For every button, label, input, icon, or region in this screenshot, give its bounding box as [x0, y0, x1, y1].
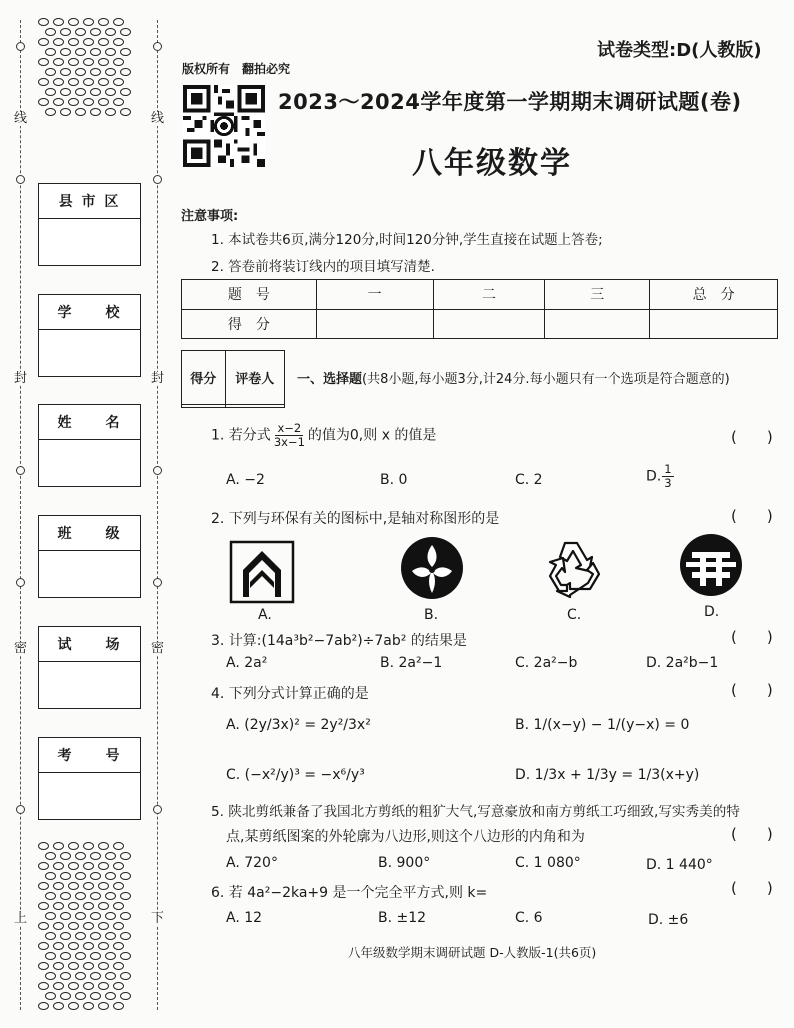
dot-ornament	[90, 68, 101, 76]
q3-option-a[interactable]: A. 2a²	[226, 655, 268, 671]
dot-ornament	[83, 882, 94, 890]
section-title: 一、选择题	[297, 372, 363, 387]
q1-d-numerator: 1	[664, 462, 672, 476]
dot-ornament	[75, 108, 86, 116]
dot-strip-top	[38, 18, 128, 118]
score-input-cell[interactable]	[433, 309, 545, 339]
dot-ornament	[105, 972, 116, 980]
dot-ornament	[113, 842, 124, 850]
dot-ornament	[60, 952, 71, 960]
answer-paren[interactable]: ( )	[731, 507, 773, 525]
dot-ornament	[75, 912, 86, 920]
q1-option-d-fraction	[662, 463, 673, 490]
dot-ornament	[113, 902, 124, 910]
binding-line-left	[20, 20, 21, 1010]
q1-option-d[interactable]	[646, 463, 675, 490]
dot-ornament	[90, 892, 101, 900]
subject-title: 八年级数学	[412, 146, 572, 181]
score-header-cell: 题 号	[182, 280, 317, 310]
dot-ornament	[83, 98, 94, 106]
q1-stem-pre: 1. 若分式	[211, 427, 271, 444]
dot-ornament	[60, 932, 71, 940]
dot-ornament	[105, 88, 116, 96]
dot-ornament	[60, 68, 71, 76]
dot-ornament	[90, 992, 101, 1000]
dot-ornament	[98, 18, 109, 26]
score-header-cell: 一	[316, 280, 433, 310]
question-2: 2. 下列与环保有关的图标中,是轴对称图形的是	[211, 511, 500, 527]
field-name[interactable]	[38, 404, 141, 487]
dot-ornament	[38, 902, 49, 910]
punch-hole	[153, 466, 162, 475]
score-header-cell: 三	[545, 280, 650, 310]
dot-ornament	[113, 18, 124, 26]
score-table	[181, 279, 778, 339]
dot-ornament	[68, 982, 79, 990]
dot-ornament	[113, 982, 124, 990]
punch-hole	[16, 42, 25, 51]
dot-ornament	[105, 48, 116, 56]
circle-emblem-icon[interactable]	[678, 532, 744, 598]
dot-ornament	[98, 962, 109, 970]
dot-ornament	[38, 1002, 49, 1010]
answer-paren[interactable]: ( )	[731, 879, 773, 897]
q1-option-b[interactable]: B. 0	[380, 472, 408, 488]
dot-ornament	[68, 98, 79, 106]
punch-hole	[16, 805, 25, 814]
dot-ornament	[75, 852, 86, 860]
grader-name-cell[interactable]	[225, 405, 284, 408]
dot-ornament	[90, 932, 101, 940]
dot-ornament	[53, 882, 64, 890]
dot-ornament	[45, 28, 56, 36]
q1-option-a[interactable]: A. −2	[226, 472, 265, 488]
dot-ornament	[113, 862, 124, 870]
cut-char: 线	[151, 111, 165, 126]
q1-option-d-label: D.	[646, 468, 662, 485]
dot-ornament	[53, 842, 64, 850]
dot-ornament	[113, 78, 124, 86]
question-6: 6. 若 4a²−2ka+9 是一个完全平方式,则 k=	[211, 885, 488, 901]
q2-label-b: B.	[424, 607, 439, 623]
dot-ornament	[60, 108, 71, 116]
dot-ornament	[68, 942, 79, 950]
field-county[interactable]	[38, 183, 141, 266]
score-input-cell[interactable]	[316, 309, 433, 339]
cut-char: 密	[151, 641, 165, 656]
cut-char: 线	[14, 111, 28, 126]
dot-ornament	[53, 982, 64, 990]
q2-label-c: C.	[567, 607, 582, 623]
q5-option-a[interactable]: A. 720°	[226, 855, 278, 871]
dot-ornament	[38, 842, 49, 850]
q1-frac-numerator: x−2	[277, 421, 302, 435]
q6-option-a[interactable]: A. 12	[226, 910, 263, 926]
notice-item: 2. 答卷前将装订线内的项目填写清楚.	[211, 259, 435, 275]
dot-ornament	[90, 48, 101, 56]
dot-ornament	[38, 922, 49, 930]
dot-ornament	[53, 78, 64, 86]
dot-ornament	[98, 78, 109, 86]
answer-paren[interactable]: ( )	[731, 825, 773, 843]
dot-ornament	[60, 88, 71, 96]
q6-option-c[interactable]: C. 6	[515, 910, 543, 926]
punch-hole	[16, 578, 25, 587]
cut-char: 封	[14, 371, 28, 386]
dot-ornament	[98, 1002, 109, 1010]
dot-ornament	[105, 852, 116, 860]
dot-ornament	[75, 952, 86, 960]
dot-ornament	[75, 932, 86, 940]
field-label: 试 场	[39, 627, 140, 662]
dot-ornament	[45, 852, 56, 860]
dot-ornament	[90, 88, 101, 96]
field-school[interactable]	[38, 294, 141, 377]
dot-ornament	[90, 912, 101, 920]
punch-hole	[153, 175, 162, 184]
q6-option-d[interactable]: D. ±6	[648, 912, 689, 928]
dot-ornament	[75, 872, 86, 880]
dot-ornament	[113, 38, 124, 46]
question-3: 3. 计算:(14a³b²−7ab²)÷7ab² 的结果是	[211, 633, 467, 649]
dot-ornament	[83, 78, 94, 86]
dot-ornament	[53, 38, 64, 46]
dot-ornament	[53, 98, 64, 106]
house-arrows-icon[interactable]	[229, 540, 295, 604]
dot-ornament	[60, 872, 71, 880]
dot-ornament	[83, 942, 94, 950]
dot-ornament	[75, 892, 86, 900]
dot-ornament	[45, 88, 56, 96]
dot-ornament	[105, 28, 116, 36]
dot-ornament	[75, 88, 86, 96]
dot-ornament	[68, 962, 79, 970]
question-5-line1: 5. 陕北剪纸兼备了我国北方剪纸的粗犷大气,写意豪放和南方剪纸工巧细致,写实秀美的特	[211, 804, 740, 820]
dot-ornament	[38, 982, 49, 990]
answer-paren[interactable]: ( )	[731, 428, 773, 446]
q1-frac-denominator: 3x−1	[273, 435, 305, 449]
dot-ornament	[98, 922, 109, 930]
q5-option-d[interactable]: D. 1 440°	[646, 857, 713, 873]
dot-ornament	[105, 952, 116, 960]
dot-ornament	[98, 862, 109, 870]
binding-line-right	[157, 20, 158, 1010]
dot-ornament	[38, 78, 49, 86]
dot-ornament	[53, 18, 64, 26]
score-input-cell[interactable]	[545, 309, 650, 339]
dot-ornament	[120, 912, 131, 920]
dot-ornament	[90, 108, 101, 116]
question-5-line2: 点,某剪纸图案的外轮廓为八边形,则这个八边形的内角和为	[226, 829, 585, 845]
qr-code-icon	[182, 85, 266, 167]
dot-ornament	[38, 38, 49, 46]
dot-ornament	[83, 38, 94, 46]
q4-option-a[interactable]: A. (2y/3x)² = 2y²/3x²	[226, 717, 371, 733]
dot-ornament	[113, 922, 124, 930]
dot-ornament	[53, 902, 64, 910]
dot-ornament	[105, 992, 116, 1000]
dot-ornament	[75, 28, 86, 36]
dot-ornament	[120, 972, 131, 980]
dot-ornament	[113, 98, 124, 106]
dot-ornament	[75, 48, 86, 56]
dot-ornament	[120, 952, 131, 960]
dot-ornament	[98, 58, 109, 66]
dot-ornament	[68, 842, 79, 850]
dot-ornament	[60, 992, 71, 1000]
dot-ornament	[38, 18, 49, 26]
exam-title: 2023～2024学年度第一学期期末调研试题(卷)	[278, 90, 742, 114]
dot-ornament	[90, 872, 101, 880]
dot-ornament	[60, 28, 71, 36]
grader-table	[181, 350, 285, 408]
dot-ornament	[45, 48, 56, 56]
q5-option-b[interactable]: B. 900°	[378, 855, 431, 871]
dot-ornament	[105, 68, 116, 76]
dot-ornament	[105, 892, 116, 900]
field-class[interactable]	[38, 515, 141, 598]
dot-ornament	[120, 892, 131, 900]
paper-type: 试卷类型:D(人教版)	[597, 40, 762, 61]
dot-ornament	[120, 932, 131, 940]
dot-ornament	[53, 862, 64, 870]
dot-ornament	[75, 992, 86, 1000]
dot-ornament	[98, 98, 109, 106]
dot-ornament	[120, 852, 131, 860]
dot-ornament	[83, 902, 94, 910]
dot-ornament	[60, 972, 71, 980]
dot-ornament	[90, 972, 101, 980]
page-footer: 八年级数学期末调研试题 D-人教版-1(共6页)	[348, 945, 597, 960]
dot-ornament	[68, 902, 79, 910]
dot-ornament	[120, 108, 131, 116]
dot-ornament	[38, 58, 49, 66]
dot-ornament	[105, 912, 116, 920]
punch-hole	[16, 466, 25, 475]
q1-option-c[interactable]: C. 2	[515, 472, 543, 488]
dot-ornament	[60, 912, 71, 920]
q3-option-d[interactable]: D. 2a²b−1	[646, 655, 719, 671]
dot-ornament	[68, 38, 79, 46]
cut-char: 上	[14, 911, 28, 926]
dot-ornament	[83, 962, 94, 970]
dot-ornament	[45, 912, 56, 920]
score-header-cell: 总 分	[650, 280, 778, 310]
q3-option-b[interactable]: B. 2a²−1	[380, 655, 443, 671]
q1-d-denominator: 3	[664, 476, 672, 490]
dot-ornament	[38, 882, 49, 890]
dot-ornament	[120, 48, 131, 56]
leaf-emblem-icon[interactable]	[400, 535, 464, 601]
field-label: 姓 名	[39, 405, 140, 440]
q2-label-a: A.	[258, 607, 272, 623]
field-label: 考 号	[39, 738, 140, 773]
dot-ornament	[83, 862, 94, 870]
dot-ornament	[68, 922, 79, 930]
q4-option-d[interactable]: D. 1/3x + 1/3y = 1/3(x+y)	[515, 767, 700, 783]
score-row-label: 得 分	[182, 309, 317, 339]
q1-fraction	[272, 422, 307, 449]
dot-ornament	[75, 972, 86, 980]
dot-ornament	[45, 992, 56, 1000]
dot-ornament	[60, 48, 71, 56]
dot-ornament	[98, 882, 109, 890]
section-desc: (共8小题,每小题3分,计24分.每小题只有一个选项是符合题意的)	[362, 372, 730, 387]
dot-ornament	[120, 992, 131, 1000]
q4-option-c[interactable]: C. (−x²/y)³ = −x⁶/y³	[226, 767, 365, 783]
dot-ornament	[113, 1002, 124, 1010]
dot-ornament	[105, 872, 116, 880]
dot-ornament	[90, 28, 101, 36]
question-4: 4. 下列分式计算正确的是	[211, 686, 369, 702]
dot-ornament	[113, 962, 124, 970]
answer-paren[interactable]: ( )	[731, 681, 773, 699]
recycle-icon[interactable]	[541, 535, 607, 601]
dot-ornament	[68, 1002, 79, 1010]
grader-score-label: 得分	[182, 351, 226, 405]
dot-ornament	[98, 942, 109, 950]
cut-char: 封	[151, 371, 165, 386]
dot-ornament	[90, 952, 101, 960]
dot-ornament	[38, 962, 49, 970]
dot-ornament	[68, 18, 79, 26]
grader-score-cell[interactable]	[182, 405, 226, 408]
dot-ornament	[45, 972, 56, 980]
dot-ornament	[53, 1002, 64, 1010]
dot-ornament	[53, 922, 64, 930]
dot-ornament	[45, 872, 56, 880]
dot-ornament	[68, 78, 79, 86]
cut-char: 下	[151, 911, 165, 926]
score-header-cell: 二	[433, 280, 545, 310]
dot-ornament	[83, 842, 94, 850]
q1-stem-post: 的值为0,则 x 的值是	[307, 427, 437, 444]
dot-ornament	[60, 852, 71, 860]
dot-ornament	[98, 38, 109, 46]
dot-ornament	[113, 58, 124, 66]
dot-ornament	[98, 842, 109, 850]
dot-ornament	[120, 28, 131, 36]
field-exam-number[interactable]	[38, 737, 141, 820]
answer-paren[interactable]: ( )	[731, 628, 773, 646]
dot-ornament	[38, 862, 49, 870]
dot-ornament	[45, 952, 56, 960]
notice-heading: 注意事项:	[181, 209, 239, 224]
dot-ornament	[83, 1002, 94, 1010]
field-label: 学 校	[39, 295, 140, 330]
cut-char: 密	[14, 641, 28, 656]
field-label: 县 市 区	[39, 184, 140, 219]
dot-ornament	[45, 932, 56, 940]
section-heading	[297, 368, 730, 387]
dot-ornament	[105, 932, 116, 940]
field-exam-room[interactable]	[38, 626, 141, 709]
dot-ornament	[98, 902, 109, 910]
dot-ornament	[53, 942, 64, 950]
dot-ornament	[45, 68, 56, 76]
q3-option-c[interactable]: C. 2a²−b	[515, 655, 578, 671]
dot-ornament	[83, 922, 94, 930]
q4-option-b[interactable]: B. 1/(x−y) − 1/(y−x) = 0	[515, 717, 690, 733]
dot-ornament	[113, 942, 124, 950]
dot-ornament	[120, 872, 131, 880]
dot-ornament	[120, 88, 131, 96]
dot-ornament	[60, 892, 71, 900]
dot-ornament	[68, 58, 79, 66]
notice-item: 1. 本试卷共6页,满分120分,时间120分钟,学生直接在试题上答卷;	[211, 232, 603, 248]
dot-ornament	[53, 962, 64, 970]
q6-option-b[interactable]: B. ±12	[378, 910, 427, 926]
punch-hole	[16, 175, 25, 184]
dot-ornament	[38, 98, 49, 106]
dot-ornament	[83, 58, 94, 66]
dot-ornament	[68, 862, 79, 870]
dot-ornament	[38, 942, 49, 950]
dot-ornament	[53, 58, 64, 66]
dot-ornament	[75, 68, 86, 76]
q5-option-c[interactable]: C. 1 080°	[515, 855, 581, 871]
dot-ornament	[45, 892, 56, 900]
dot-ornament	[90, 852, 101, 860]
dot-ornament	[83, 18, 94, 26]
dot-ornament	[105, 108, 116, 116]
dot-ornament	[45, 108, 56, 116]
field-label: 班 级	[39, 516, 140, 551]
punch-hole	[153, 578, 162, 587]
dot-strip-bottom	[38, 842, 128, 1012]
dot-ornament	[83, 982, 94, 990]
q2-label-d: D.	[704, 604, 720, 620]
dot-ornament	[98, 982, 109, 990]
question-1	[211, 422, 436, 449]
score-input-cell[interactable]	[650, 309, 778, 339]
punch-hole	[153, 805, 162, 814]
dot-ornament	[120, 68, 131, 76]
punch-hole	[153, 42, 162, 51]
dot-ornament	[113, 882, 124, 890]
grader-name-label: 评卷人	[225, 351, 284, 405]
copyright-notice: 版权所有 翻拍必究	[182, 62, 291, 76]
dot-ornament	[68, 882, 79, 890]
